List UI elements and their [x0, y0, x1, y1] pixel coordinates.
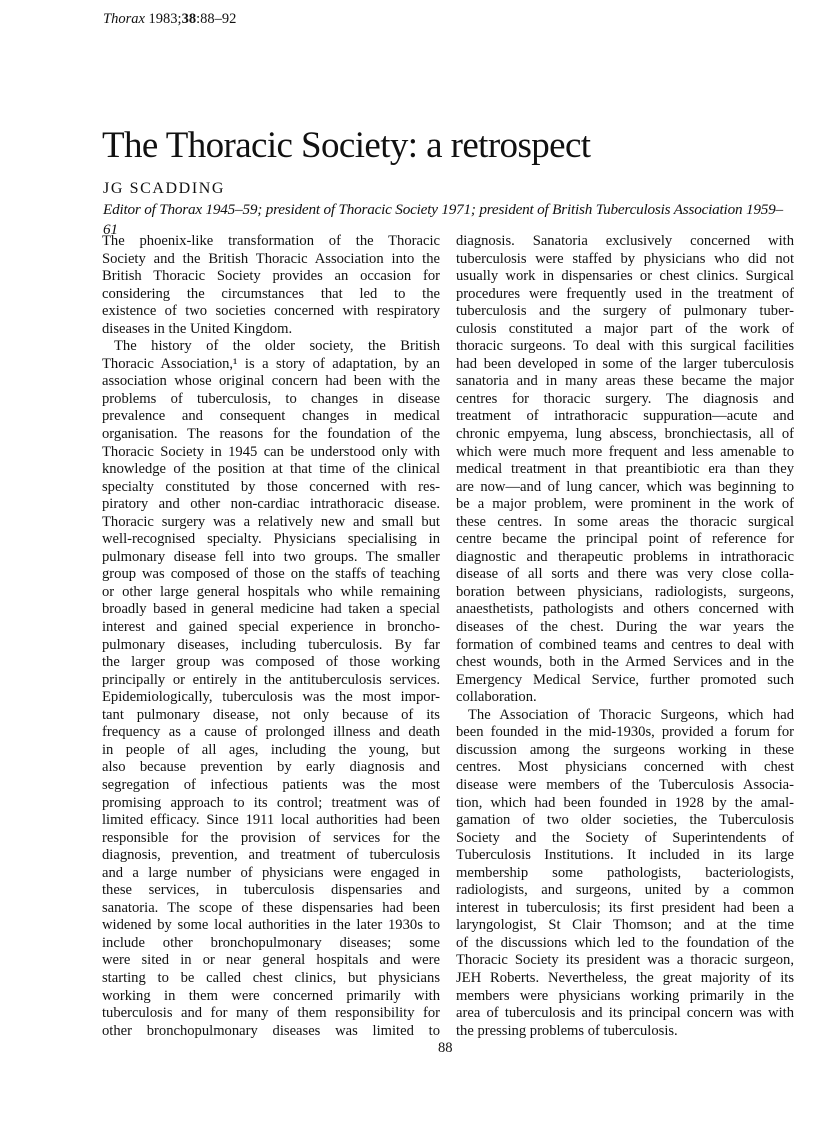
- body-text-line: specialty constituted by those concerned with res-: [102, 478, 440, 495]
- body-text-line: sanatoria. The scope of these dispensaries had been: [102, 899, 440, 916]
- body-text-line: be a major problem, were prominent in the work of: [456, 496, 794, 513]
- body-text-line: tuberculosis and for many of them responsibility for: [102, 1005, 440, 1022]
- body-text-line: widened by some local authorities in the later 1930s to: [102, 917, 440, 934]
- body-text-line: existence of two societies concerned with respiratory: [102, 303, 440, 320]
- body-text-line: culosis constituted a major part of the work of: [456, 320, 794, 337]
- body-text-line: chronic empyema, lung abscess, bronchiectasis, all of: [456, 426, 794, 443]
- body-text-line: usually work in dispensaries or chest clinics. Surgical: [456, 268, 794, 285]
- body-text-line: also because prevention by early diagnosis and: [102, 759, 440, 776]
- body-text-line: limited efficacy. Since 1911 local authorities had been: [102, 812, 440, 829]
- body-text-line: starting to be called chest clinics, but physicians: [102, 969, 440, 986]
- body-text-line: other bronchopulmonary diseases was limited to: [102, 1022, 440, 1039]
- article-title: The Thoracic Society: a retrospect: [102, 125, 591, 166]
- body-text-line: centres for thoracic surgery. The diagnosis and: [456, 390, 794, 407]
- body-text-line: the larger group was composed of those working: [102, 654, 440, 671]
- body-text-line: thoracic surgeons. To deal with this surgical facilities: [456, 338, 794, 355]
- body-text-line: British Thoracic Society provides an occasion for: [102, 268, 440, 285]
- body-text-line: pulmonary diseases, including tuberculosis. By far: [102, 636, 440, 653]
- body-text-line: been founded in the mid-1930s, provided a forum for: [456, 724, 794, 741]
- body-text-line: broadly based in general medicine had taken a special: [102, 601, 440, 618]
- body-text-line: diagnosis, prevention, and treatment of tuberculosis: [102, 847, 440, 864]
- body-text-line: association whose original concern had been with the: [102, 373, 440, 390]
- body-text-line: interest in tuberculosis; its first president had been a: [456, 899, 794, 916]
- body-text-line: laryngologist, St Clair Thomson; and at the time: [456, 917, 794, 934]
- body-text-line: segregation of infectious patients was the most: [102, 776, 440, 793]
- body-text-line: organisation. The reasons for the foundation of the: [102, 426, 440, 443]
- article-author: JG SCADDING: [103, 180, 226, 197]
- body-text-line: frequency as a cause of prolonged illness and death: [102, 724, 440, 741]
- body-column-right: [456, 233, 794, 1040]
- body-text-line: treatment of intrathoracic suppuration—acute and: [456, 408, 794, 425]
- body-text-line: The Association of Thoracic Surgeons, which had: [468, 706, 794, 723]
- body-text-line: Thoracic Society its president was a thoracic surgeon,: [456, 952, 794, 969]
- body-text-line: members were physicians working primarily in the: [456, 987, 794, 1004]
- journal-name: Thorax: [103, 11, 145, 27]
- body-text-line: radiologists, and surgeons, united by a common: [456, 882, 794, 899]
- body-text-line: the pressing problems of tuberculosis.: [456, 1022, 678, 1039]
- body-text-line: diseases in the United Kingdom.: [102, 320, 293, 337]
- body-text-line: had been developed in some of the larger tuberculosis: [456, 355, 794, 372]
- body-text-line: in people of all ages, including the young, but: [102, 741, 440, 758]
- body-text-line: The history of the older society, the British: [114, 338, 440, 355]
- body-text-line: interest and gained special experience in broncho-: [102, 619, 440, 636]
- body-text-line: JEH Roberts. Nevertheless, the great majority of its: [456, 969, 794, 986]
- body-column-left: [102, 233, 440, 1040]
- body-text-line: boration between physicians, radiologists, surgeons,: [456, 583, 794, 600]
- body-text-line: Thoracic Society in 1945 can be understood only with: [102, 443, 440, 460]
- body-text-line: are now—and of lung cancer, which was beginning to: [456, 478, 794, 495]
- body-text-line: responsible for the provision of services for the: [102, 829, 440, 846]
- body-text-line: prevalence and consequent changes in medical: [102, 408, 440, 425]
- body-text-line: piratory and other non-cardiac intrathoracic disease.: [102, 496, 440, 513]
- body-text-line: these centres. In some areas the thoracic surgical: [456, 513, 794, 530]
- body-text-line: tuberculosis and the surgery of pulmonary tuber-: [456, 303, 794, 320]
- body-text-line: chest wounds, both in the Armed Services and in the: [456, 654, 794, 671]
- body-text-line: group was composed of those on the staffs of teaching: [102, 566, 440, 583]
- body-text-line: Tuberculosis Institutions. It included in its large: [456, 847, 794, 864]
- body-text-line: Emergency Medical Service, further promoted such: [456, 671, 794, 688]
- body-text-line: considering the circumstances that led to the: [102, 285, 440, 302]
- body-text-line: principally or entirely in the antituberculosis services.: [102, 671, 440, 688]
- body-text-line: The phoenix-like transformation of the Thoracic: [102, 233, 440, 249]
- body-text-line: centre became the principal point of reference for: [456, 531, 794, 548]
- body-text-line: disease of all sorts and there was very close colla-: [456, 566, 794, 583]
- body-text-line: diagnosis. Sanatoria exclusively concerned with: [456, 233, 794, 249]
- body-text-line: Society and the British Thoracic Association into the: [102, 250, 440, 267]
- body-text-line: pulmonary disease fell into two groups. The smaller: [102, 548, 440, 565]
- body-text-line: or other large general hospitals who while remaining: [102, 583, 440, 600]
- body-text-line: discussion among the surgeons working in these: [456, 741, 794, 758]
- body-text-line: knowledge of the position at that time of the clinical: [102, 461, 440, 478]
- body-text-line: were sited in or near general hospitals and were: [102, 952, 440, 969]
- body-text-line: which were much more frequent and less amenable to: [456, 443, 794, 460]
- body-text-line: diagnostic and therapeutic problems in intrathoracic: [456, 548, 794, 565]
- body-text-line: tant pulmonary disease, not only because of its: [102, 706, 440, 723]
- body-text-line: and a large number of physicians were engaged in: [102, 864, 440, 881]
- body-text-line: include other bronchopulmonary diseases; some: [102, 934, 440, 951]
- body-text-line: formation of combined teams and centres to deal with: [456, 636, 794, 653]
- journal-citation: [103, 11, 236, 28]
- body-text-line: medical treatment in that preantibiotic era than they: [456, 461, 794, 478]
- body-text-line: of the discussions which led to the foundation of the: [456, 934, 794, 951]
- body-text-line: well-recognised specialty. Physicians specialising in: [102, 531, 440, 548]
- body-text-line: procedures were frequently used in the treatment of: [456, 285, 794, 302]
- body-text-line: anaesthetists, pathologists and others concerned with: [456, 601, 794, 618]
- body-text-line: membership some pathologists, bacteriologists,: [456, 864, 794, 881]
- author-affiliation: Editor of Thorax 1945–59; president of Thoracic Society 1971; president of British Tuberculosis Association 1959–61: [103, 201, 783, 238]
- body-text-line: sanatoria and in many areas these became the major: [456, 373, 794, 390]
- body-text-line: Epidemiologically, tuberculosis was the most impor-: [102, 689, 440, 706]
- body-text-line: Thoracic surgery was a relatively new and small but: [102, 513, 440, 530]
- body-text-line: centres. Most physicians concerned with chest: [456, 759, 794, 776]
- body-text-line: diseases of the chest. During the war years the: [456, 619, 794, 636]
- body-text-line: tion, which had been founded in 1928 by the amal-: [456, 794, 794, 811]
- body-text-line: these services, in tuberculosis dispensaries and: [102, 882, 440, 899]
- body-text-line: promising approach to its control; treatment was of: [102, 794, 440, 811]
- body-text-line: collaboration.: [456, 689, 537, 706]
- body-text-line: area of tuberculosis and its principal concern was with: [456, 1005, 794, 1022]
- page-number: 88: [438, 1040, 453, 1056]
- body-text-line: working in them were concerned primarily with: [102, 987, 440, 1004]
- body-text-line: problems of tuberculosis, to changes in disease: [102, 390, 440, 407]
- body-text-line: gamation of two older societies, the Tuberculosis: [456, 812, 794, 829]
- citation-volume: 38: [181, 11, 197, 27]
- citation-pages: :88–92: [196, 11, 237, 27]
- body-text-line: tuberculosis were staffed by physicians who did not: [456, 250, 794, 267]
- body-text-line: Society and the Society of Superintendents of: [456, 829, 794, 846]
- body-text-line: Thoracic Association,¹ is a story of adaptation, by an: [102, 355, 440, 372]
- body-text-line: disease were members of the Tuberculosis Associa-: [456, 776, 794, 793]
- citation-year: 1983;: [148, 11, 182, 27]
